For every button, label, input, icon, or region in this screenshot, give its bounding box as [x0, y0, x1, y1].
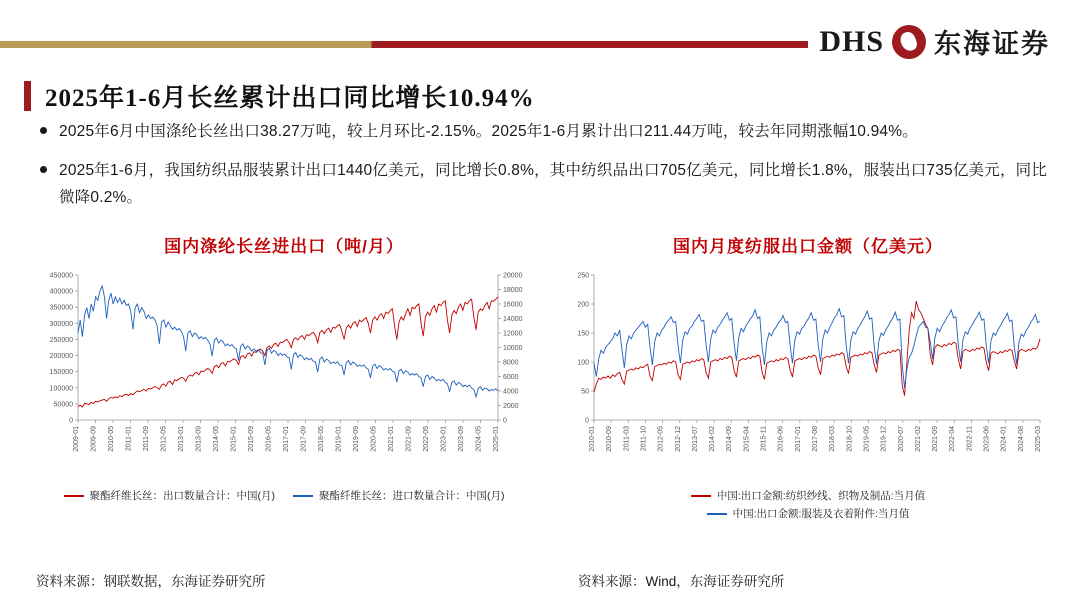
svg-text:2021-09: 2021-09 — [405, 426, 413, 452]
source-note-left: 资料来源：钢联数据，东海证券研究所 — [36, 574, 266, 589]
chart-panel-right — [560, 232, 1056, 521]
chart-plot-left — [28, 267, 540, 482]
bullet-dot-icon — [40, 127, 47, 134]
svg-text:2011-10: 2011-10 — [640, 426, 648, 452]
svg-text:18000: 18000 — [503, 287, 523, 294]
bullet-dot-icon — [40, 166, 47, 173]
chart-panel-left — [28, 232, 540, 503]
legend-label: 聚酯纤维长丝：进口数量合计：中国(月) — [319, 490, 505, 502]
bullet-text: 2025年1-6月，我国纺织品服装累计出口1440亿美元，同比增长0.8%，其中纺织品出口705亿美元，同比增长1.8%，服装出口735亿美元，同比微降0.2%。 — [59, 162, 1048, 207]
svg-text:2019-01: 2019-01 — [335, 426, 343, 452]
svg-text:2023-09: 2023-09 — [458, 426, 465, 452]
svg-text:8000: 8000 — [503, 359, 519, 367]
svg-text:100000: 100000 — [49, 385, 73, 393]
svg-text:300000: 300000 — [49, 320, 73, 328]
source-note-right: 资料来源：Wind，东海证券研究所 — [578, 574, 785, 589]
svg-text:200000: 200000 — [49, 353, 73, 361]
svg-text:2018-05: 2018-05 — [318, 426, 325, 452]
svg-text:2012-12: 2012-12 — [674, 426, 682, 452]
svg-text:12000: 12000 — [503, 330, 523, 338]
svg-text:350000: 350000 — [49, 304, 73, 312]
svg-text:2024-08: 2024-08 — [1017, 426, 1025, 452]
svg-text:2015-04: 2015-04 — [743, 426, 751, 452]
company-logo — [819, 22, 1050, 61]
header-accent-bar — [0, 41, 808, 48]
svg-text:2017-09: 2017-09 — [300, 426, 308, 452]
chart-legend-right — [560, 488, 1056, 521]
svg-text:0: 0 — [585, 417, 589, 425]
svg-text:2022-05: 2022-05 — [423, 426, 430, 452]
svg-text:2023-01: 2023-01 — [440, 426, 448, 452]
svg-text:2018-10: 2018-10 — [846, 426, 854, 452]
svg-text:2020-07: 2020-07 — [897, 426, 905, 452]
svg-text:250: 250 — [577, 272, 589, 280]
legend-label: 中国:出口金额:纺织纱线、织物及制品:当月值 — [716, 490, 926, 502]
chart-legend-left — [28, 488, 540, 503]
svg-text:2010-09: 2010-09 — [606, 426, 614, 452]
chart-svg-left — [28, 267, 540, 482]
svg-text:400000: 400000 — [49, 288, 73, 296]
svg-text:2016-05: 2016-05 — [265, 426, 273, 452]
bullet-text: 2025年6月中国涤纶长丝出口38.27万吨，较上月环比-2.15%。2025年1-6月累计出口211.44万吨，较去年同期涨幅10.94%。 — [59, 123, 918, 140]
svg-text:2021-09: 2021-09 — [932, 426, 940, 452]
svg-text:2009-01: 2009-01 — [73, 426, 80, 452]
svg-text:2010-05: 2010-05 — [108, 426, 115, 452]
svg-text:2021-01: 2021-01 — [388, 426, 395, 452]
svg-text:2011-03: 2011-03 — [623, 426, 631, 452]
svg-text:50: 50 — [581, 388, 589, 396]
logo-text: DHS — [819, 24, 884, 58]
svg-text:2022-11: 2022-11 — [966, 426, 974, 452]
svg-text:2000: 2000 — [503, 403, 519, 410]
svg-text:2015-09: 2015-09 — [248, 426, 255, 452]
chart-title-right: 国内月度纺服出口金额（亿美元） — [673, 237, 943, 256]
svg-text:150: 150 — [577, 330, 589, 338]
svg-text:4000: 4000 — [503, 388, 519, 396]
svg-text:0: 0 — [503, 417, 507, 425]
svg-text:2013-09: 2013-09 — [195, 426, 203, 452]
svg-text:2017-01: 2017-01 — [794, 426, 802, 452]
legend-item — [293, 488, 505, 503]
legend-swatch-icon — [293, 495, 313, 497]
svg-text:200: 200 — [577, 301, 589, 309]
chart-svg-right — [560, 267, 1056, 482]
svg-text:2020-05: 2020-05 — [370, 426, 378, 452]
list-item — [40, 157, 1050, 211]
svg-text:20000: 20000 — [503, 272, 523, 280]
svg-text:2012-05: 2012-05 — [657, 426, 665, 452]
legend-label: 中国:出口金额:服装及衣着附件:当月值 — [732, 508, 910, 520]
legend-label: 聚酯纤维长丝：出口数量合计：中国(月) — [89, 490, 275, 502]
svg-text:2016-06: 2016-06 — [777, 426, 785, 452]
legend-item — [64, 488, 276, 503]
svg-text:450000: 450000 — [49, 272, 73, 280]
svg-text:6000: 6000 — [503, 374, 519, 381]
svg-text:2011-01: 2011-01 — [125, 426, 133, 452]
svg-text:150000: 150000 — [49, 369, 73, 377]
svg-text:2019-09: 2019-09 — [353, 426, 360, 452]
svg-text:2022-04: 2022-04 — [949, 426, 957, 452]
legend-item — [691, 488, 925, 503]
svg-text:2014-05: 2014-05 — [213, 426, 220, 452]
svg-text:2023-06: 2023-06 — [983, 426, 991, 452]
svg-text:2015-01: 2015-01 — [230, 426, 238, 452]
svg-text:2024-05: 2024-05 — [475, 426, 483, 452]
svg-text:2010-01: 2010-01 — [589, 426, 596, 452]
svg-text:2025-01: 2025-01 — [493, 426, 500, 452]
title-accent-bar — [24, 81, 31, 111]
svg-text:2014-02: 2014-02 — [709, 426, 717, 452]
svg-text:2019-12: 2019-12 — [880, 426, 888, 452]
chart-plot-right — [560, 267, 1056, 482]
svg-text:2012-05: 2012-05 — [160, 426, 168, 452]
svg-text:2019-05: 2019-05 — [863, 426, 871, 452]
svg-text:2024-01: 2024-01 — [1000, 426, 1008, 452]
bullet-list — [40, 118, 1050, 223]
svg-text:2025-03: 2025-03 — [1035, 426, 1042, 452]
svg-text:2017-08: 2017-08 — [812, 426, 819, 452]
svg-text:2013-01: 2013-01 — [178, 426, 185, 452]
svg-text:2021-02: 2021-02 — [914, 426, 922, 452]
svg-text:2011-09: 2011-09 — [143, 426, 150, 452]
legend-swatch-icon — [691, 495, 711, 497]
svg-text:250000: 250000 — [49, 336, 73, 344]
legend-item — [707, 506, 910, 521]
chart-title-left: 国内涤纶长丝进出口（吨/月） — [164, 237, 404, 256]
page-title — [24, 78, 535, 114]
svg-text:2015-11: 2015-11 — [760, 426, 768, 452]
svg-text:2013-07: 2013-07 — [691, 426, 699, 452]
logo-text-cn: 东海证券 — [934, 29, 1050, 59]
list-item — [40, 118, 1050, 145]
svg-text:100: 100 — [577, 359, 589, 367]
legend-swatch-icon — [64, 495, 84, 497]
swan-logo-icon — [892, 25, 926, 59]
title-text: 2025年1-6月长丝累计出口同比增长10.94% — [45, 85, 535, 112]
svg-text:10000: 10000 — [503, 345, 523, 352]
svg-text:16000: 16000 — [503, 301, 523, 309]
svg-text:2018-03: 2018-03 — [829, 426, 837, 452]
svg-text:2009-09: 2009-09 — [90, 426, 98, 452]
svg-text:14000: 14000 — [503, 316, 523, 323]
legend-swatch-icon — [707, 513, 727, 515]
svg-text:2014-09: 2014-09 — [726, 426, 734, 452]
svg-text:2017-01: 2017-01 — [283, 426, 290, 452]
svg-text:50000: 50000 — [53, 401, 73, 409]
svg-text:0: 0 — [69, 417, 73, 425]
